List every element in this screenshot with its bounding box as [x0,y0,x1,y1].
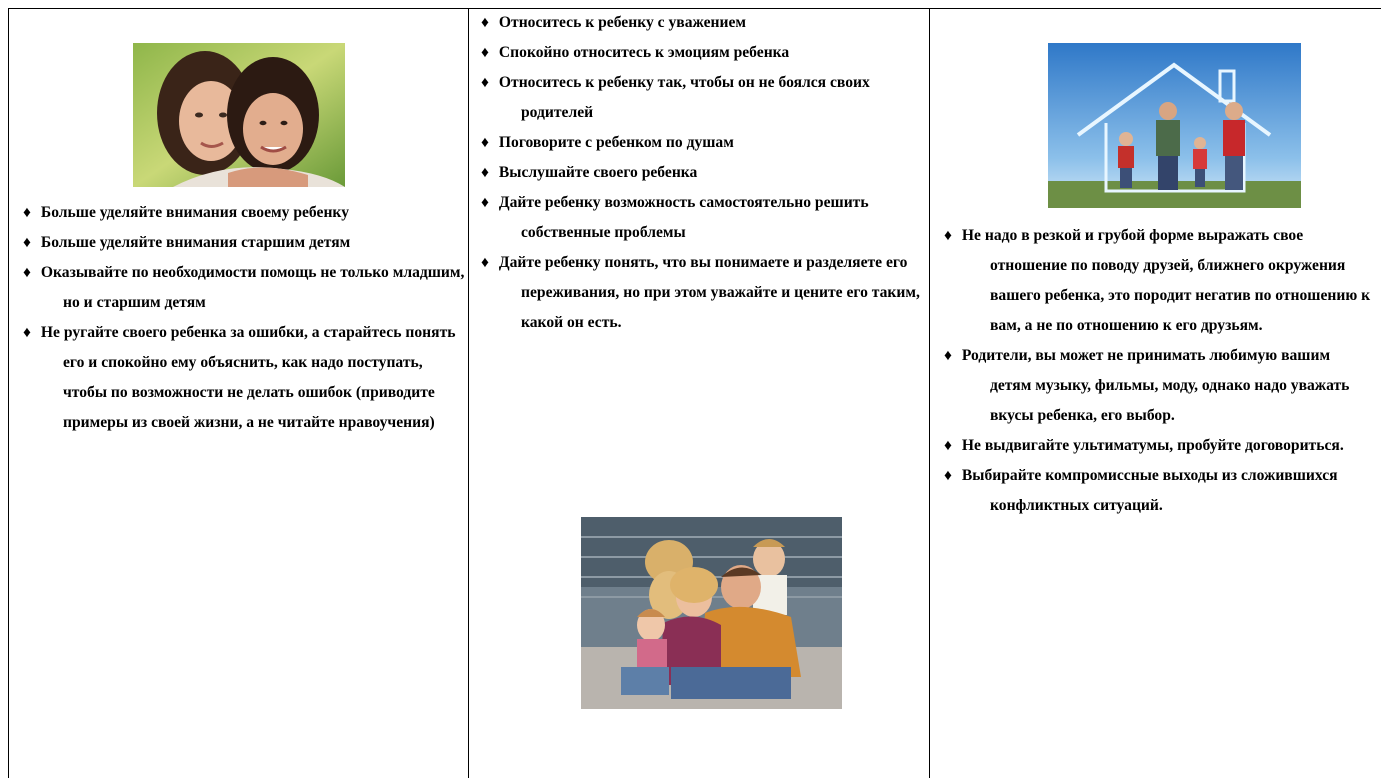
list-item: ♦ Поговорите с ребенком по душам [481,128,921,158]
list-item: ♦ Не выдвигайте ультиматумы, пробуйте договориться. [944,431,1374,461]
list-item: ♦ Родители, вы может не принимать любимую вашим детям музыку, фильмы, моду, однако надо уважать вкусы ребенка, его выбор. [944,341,1374,431]
diamond-bullet-icon: ♦ [481,14,489,31]
diamond-bullet-icon: ♦ [481,254,489,271]
list-item: ♦ Дайте ребенку понять, что вы понимаете и разделяете его переживания, но при этом уважайте и цените его таким, какой он есть. [481,248,921,338]
column-3 [930,8,1381,778]
diamond-bullet-icon: ♦ [481,194,489,211]
list-item: ♦ Оказывайте по необходимости помощь не только младшим, но и старшим детям [23,258,465,318]
column-2 [469,8,930,778]
advice-list-3 [944,221,1374,521]
family-with-dog-photo [581,517,842,709]
family-house-photo [1048,43,1301,208]
diamond-bullet-icon: ♦ [944,437,952,454]
diamond-bullet-icon: ♦ [23,324,31,341]
diamond-bullet-icon: ♦ [23,264,31,281]
diamond-bullet-icon: ♦ [481,74,489,91]
advice-list-2 [481,8,921,338]
diamond-bullet-icon: ♦ [944,227,952,244]
advice-list-1 [23,198,465,438]
list-item: ♦ Относитесь к ребенку так, чтобы он не боялся своих родителей [481,68,921,128]
list-item: ♦ Спокойно относитесь к эмоциям ребенка [481,38,921,68]
list-item: ♦ Относитесь к ребенку с уважением [481,8,921,38]
diamond-bullet-icon: ♦ [23,234,31,251]
diamond-bullet-icon: ♦ [944,467,952,484]
diamond-bullet-icon: ♦ [481,134,489,151]
list-item: ♦ Выбирайте компромиссные выходы из сложившихся конфликтных ситуаций. [944,461,1374,521]
diamond-bullet-icon: ♦ [23,204,31,221]
list-item: ♦ Больше уделяйте внимания своему ребенку [23,198,465,228]
column-1 [9,8,469,778]
list-item: ♦ Больше уделяйте внимания старшим детям [23,228,465,258]
diamond-bullet-icon: ♦ [944,347,952,364]
list-item: ♦ Не надо в резкой и грубой форме выражать свое отношение по поводу друзей, ближнего окружения вашего ребенка, это породит негатив по отношению к вам, а не по отношению к его друзьям. [944,221,1374,341]
list-item: ♦ Дайте ребенку возможность самостоятельно решить собственные проблемы [481,188,921,248]
list-item: ♦ Не ругайте своего ребенка за ошибки, а старайтесь понять его и спокойно ему объяснить, как надо поступать, чтобы по возможности не делать ошибок (приводите примеры из своей жизни, а не читайте нравоучения) [23,318,465,438]
diamond-bullet-icon: ♦ [481,44,489,61]
list-item: ♦ Выслушайте своего ребенка [481,158,921,188]
mother-daughter-photo [133,43,345,187]
diamond-bullet-icon: ♦ [481,164,489,181]
